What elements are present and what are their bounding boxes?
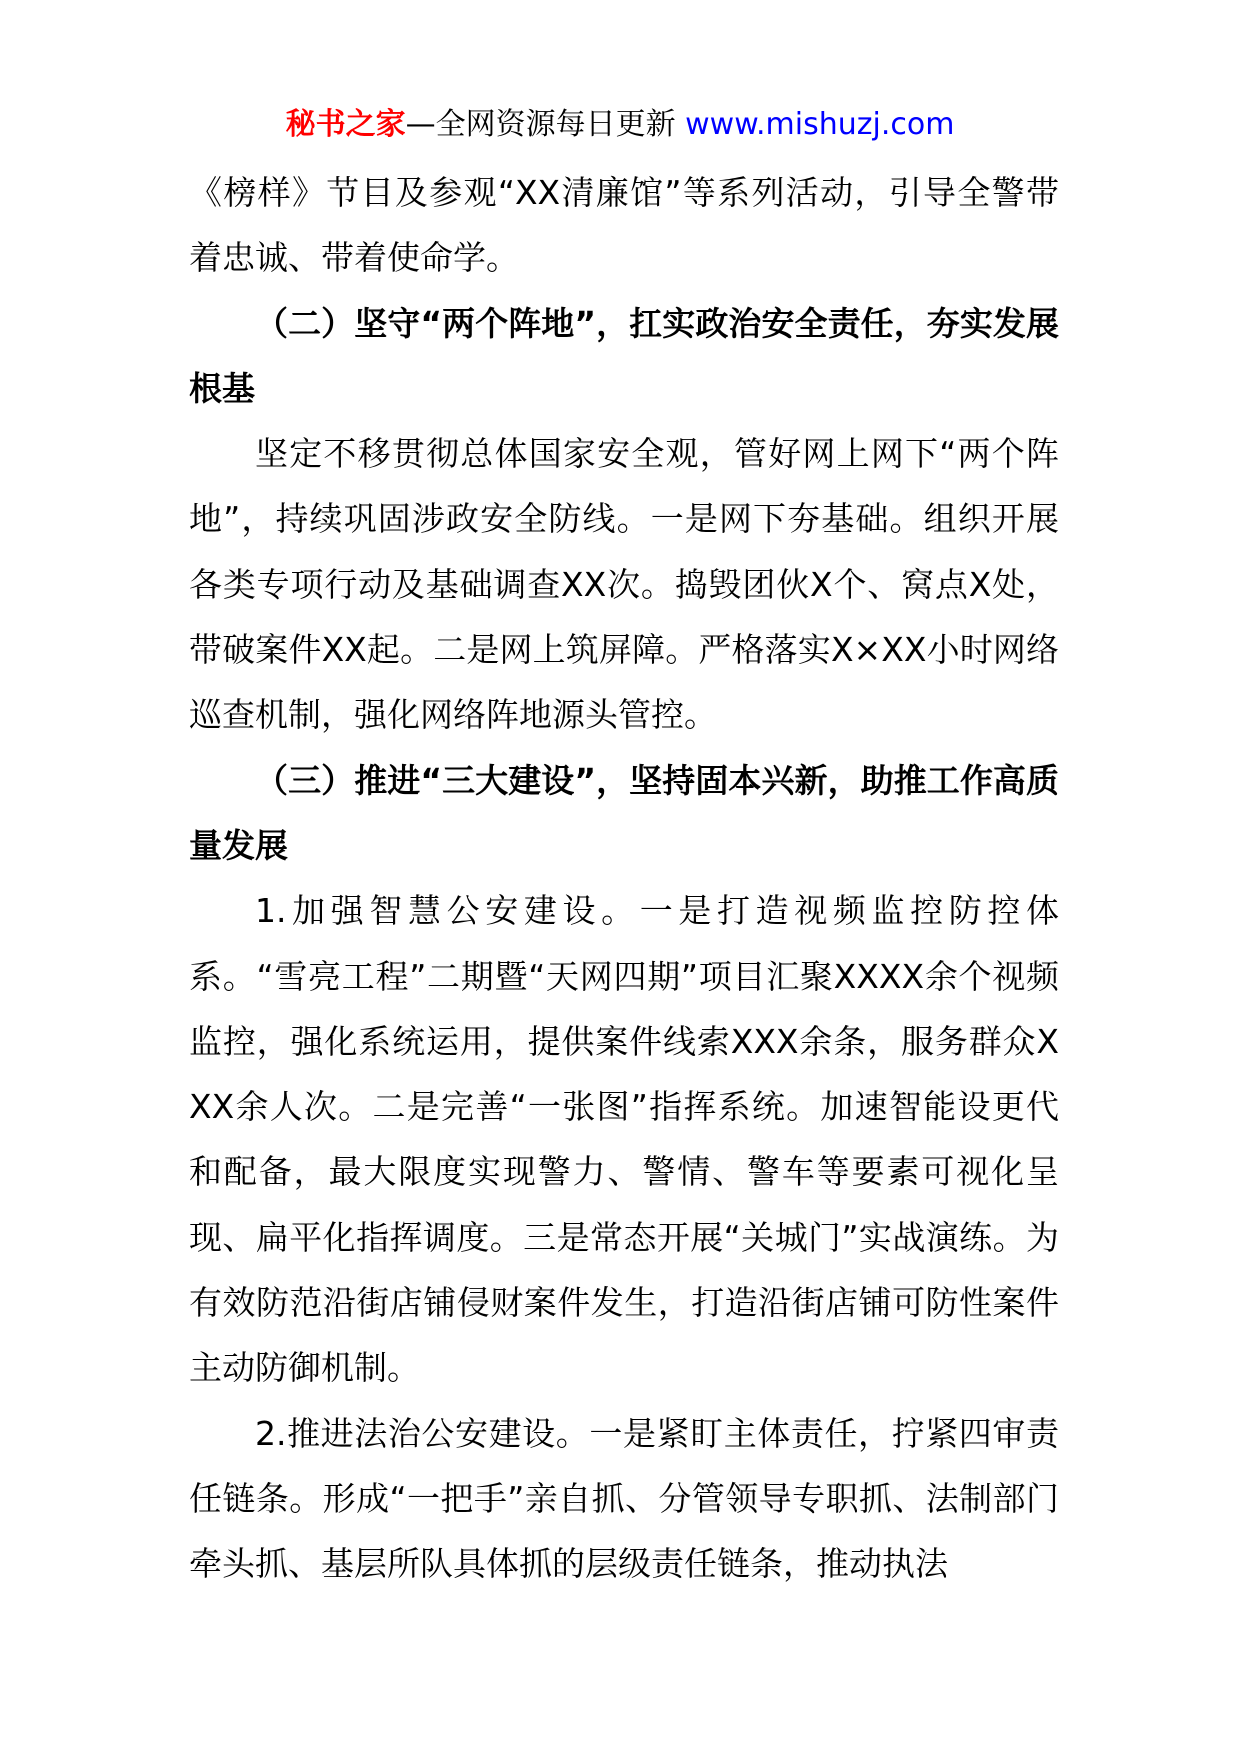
brand-name: 秘书之家 [285, 107, 406, 142]
paragraph: 1.加强智慧公安建设。一是打造视频监控防控体系。“雪亮工程”二期暨“天网四期”项目汇聚XXXX余个视频监控，强化系统运用，提供案件线索XXX余条，服务群众XXX余人次。二是完善“一张图”指挥系统。加速智能设更代和配备，最大限度实现警力、警情、警车等要素可视化呈现、扁平化指挥调度。三是常态开展“关城门”实战演练。为有效防范沿街店铺侵财案件发生，打造沿街店铺可防性案件主动防御机制。 [189, 891, 1059, 1388]
paragraph: 坚定不移贯彻总体国家安全观，管好网上网下“两个阵地”，持续巩固涉政安全防线。一是网下夯基础。组织开展各类专项行动及基础调查XX次。捣毁团伙X个、窝点X处，带破案件XX起。二是网上筑屏障。严格落实X×XX小时网络巡查机制，强化网络阵地源头管控。 [189, 434, 1059, 735]
header-slogan: —全网资源每日更新 [405, 107, 686, 142]
paragraph: 2.推进法治公安建设。一是紧盯主体责任，拧紧四审责任链条。形成“一把手”亲自抓、分管领导专职抓、法制部门牵头抓、基层所队具体抓的层级责任链条，推动执法 [189, 1413, 1059, 1584]
section-heading: （三）推进“三大建设”，坚持固本兴新，助推工作高质量发展 [189, 760, 1059, 865]
document-body [189, 160, 1059, 1597]
paragraph: 《榜样》节目及参观“XX清廉馆”等系列活动，引导全警带着忠诚、带着使命学。 [189, 173, 1059, 278]
section-heading: （二）坚守“两个阵地”，扛实政治安全责任，夯实发展根基 [189, 303, 1059, 408]
site-url-link[interactable]: www.mishuzj.com [685, 107, 955, 142]
page-header [0, 102, 1240, 148]
